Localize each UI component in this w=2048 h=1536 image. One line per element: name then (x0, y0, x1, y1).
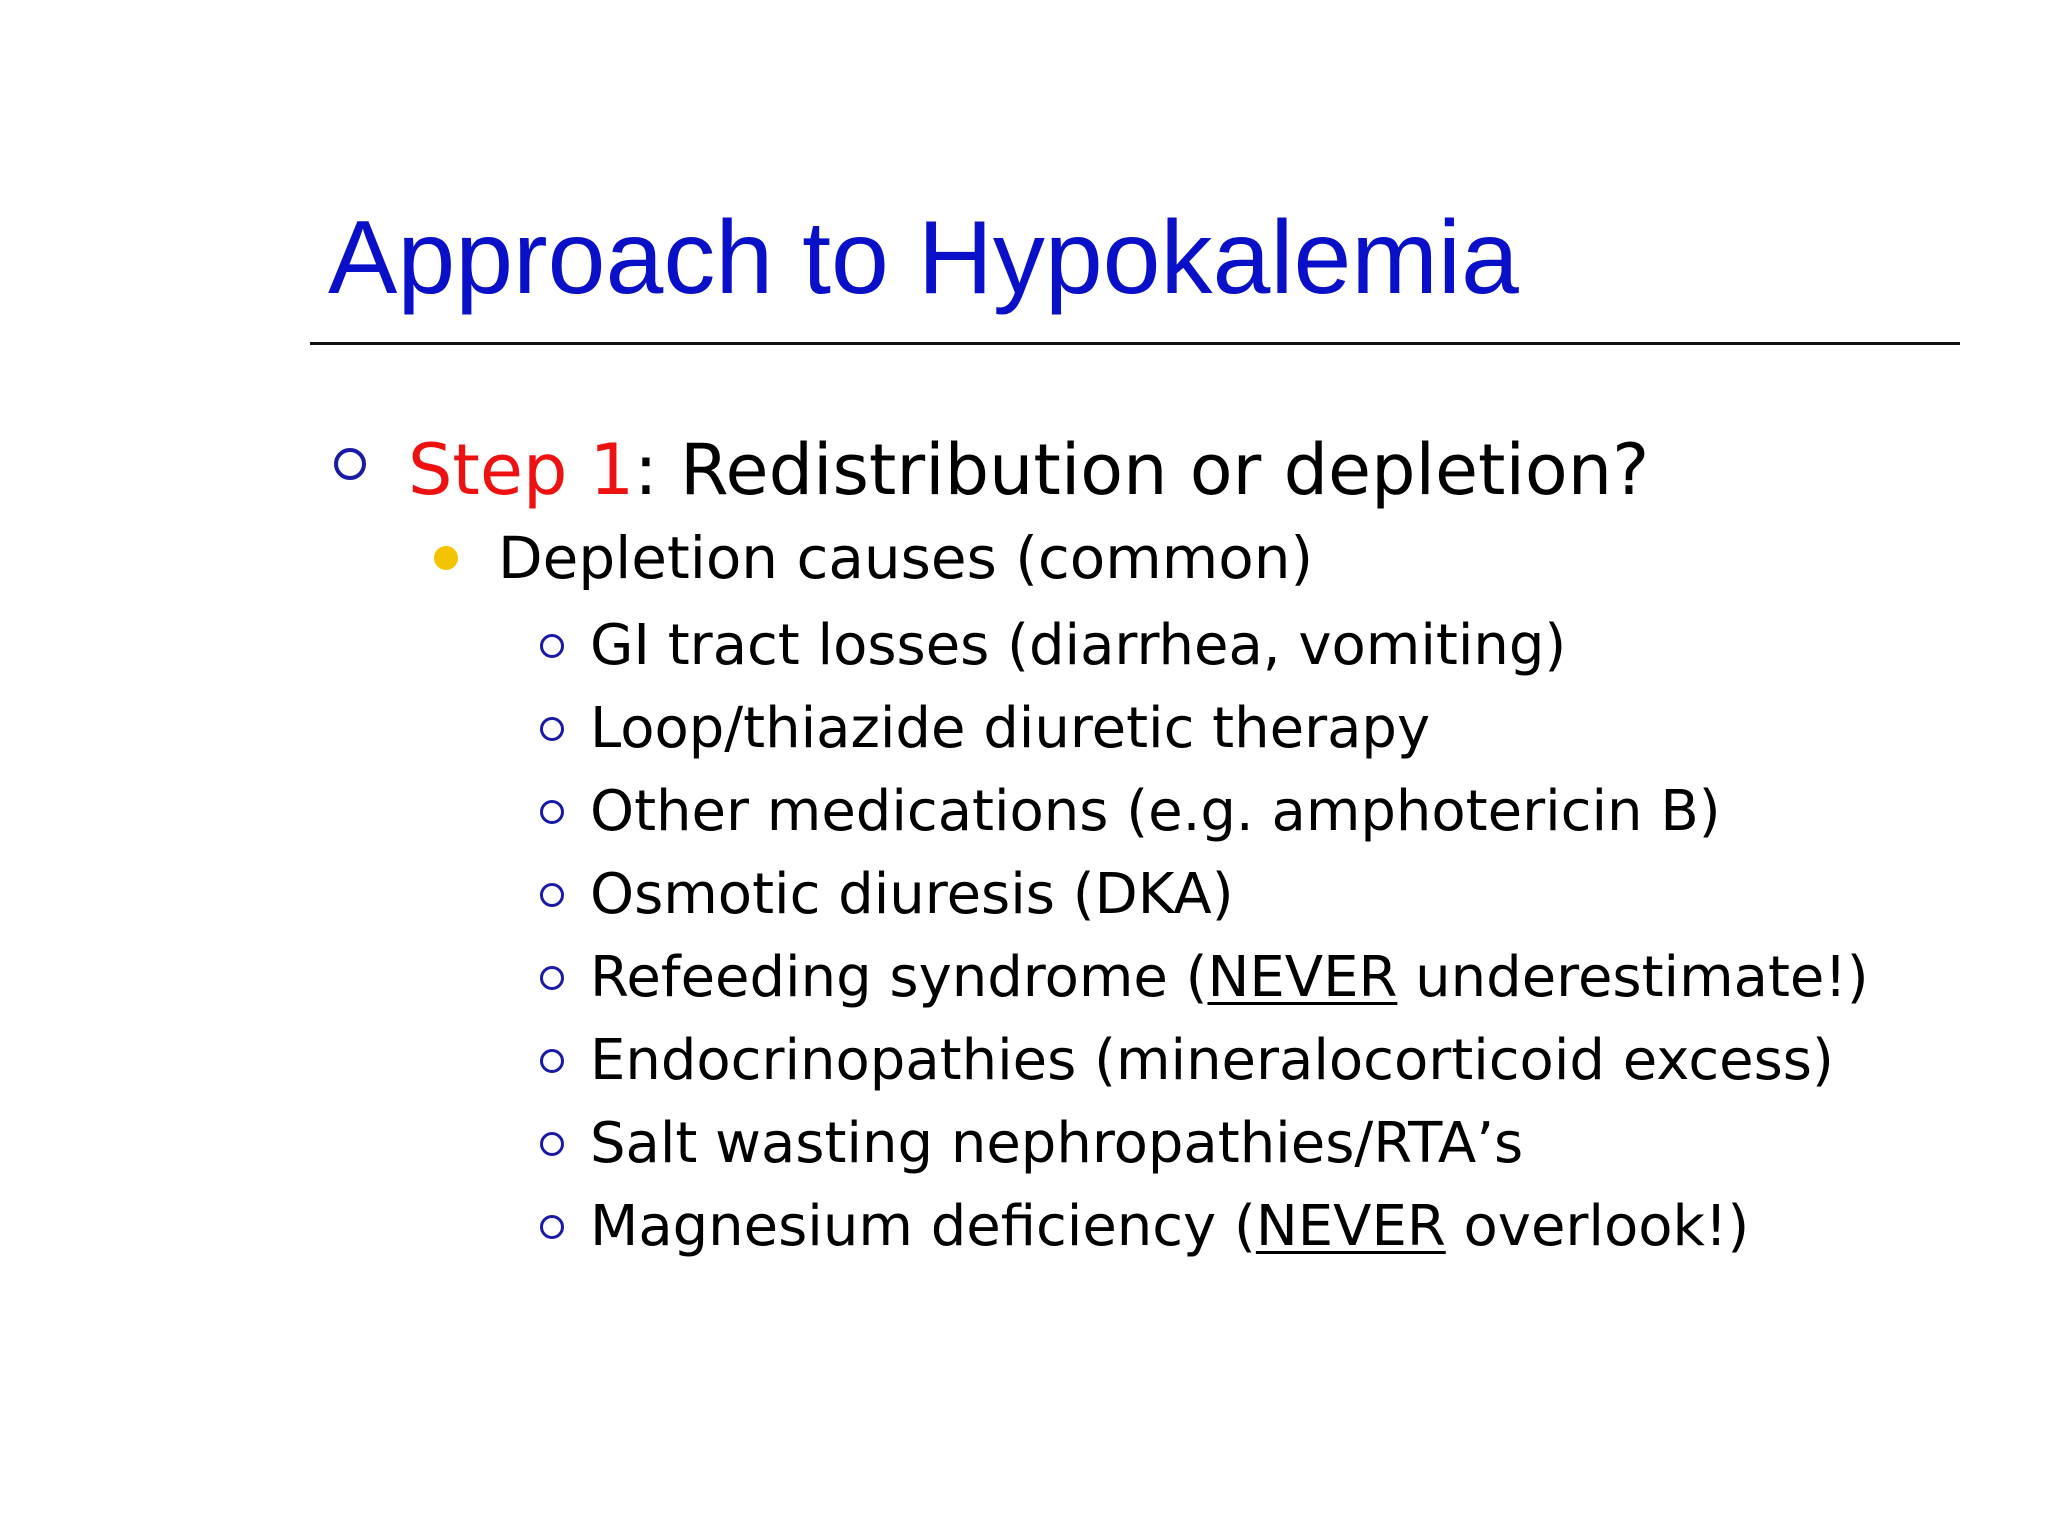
emphasis-never: NEVER (1207, 945, 1398, 1010)
hollow-circle-bullet-icon (334, 448, 366, 480)
list-item-text: Salt wasting nephropathies/RTA’s (590, 1111, 1524, 1176)
step-label: Step 1 (408, 429, 635, 511)
hollow-circle-bullet-icon (540, 800, 564, 824)
title-divider (310, 342, 1960, 345)
list-item-text-before: Refeeding syndrome ( (590, 945, 1208, 1010)
subheading-text: Depletion causes (common) (498, 524, 1314, 592)
filled-dot-bullet-icon (434, 546, 458, 570)
hollow-circle-bullet-icon (540, 1049, 564, 1073)
list-item-text-after: overlook!) (1445, 1194, 1750, 1259)
list-item-text: Osmotic diuresis (DKA) (590, 862, 1234, 927)
hollow-circle-bullet-icon (540, 634, 564, 658)
hollow-circle-bullet-icon (540, 883, 564, 907)
hollow-circle-bullet-icon (540, 1132, 564, 1156)
list-item-text: Endocrinopathies (mineralocorticoid excess) (590, 1028, 1834, 1093)
hollow-circle-bullet-icon (540, 966, 564, 990)
emphasis-never: NEVER (1255, 1194, 1446, 1259)
list-item-text-before: Magnesium deficiency ( (590, 1194, 1256, 1259)
slide-title: Approach to Hypokalemia (328, 200, 1519, 316)
list-item-text (590, 1191, 1749, 1263)
hollow-circle-bullet-icon (540, 717, 564, 741)
list-item-text-after: underestimate!) (1397, 945, 1869, 1010)
list-item-text (590, 942, 1869, 1014)
list-item-text: Other medications (e.g. amphotericin B) (590, 779, 1721, 844)
hollow-circle-bullet-icon (540, 1215, 564, 1239)
list-item-text: GI tract losses (diarrhea, vomiting) (590, 613, 1567, 678)
bullet-level1-text (408, 426, 1649, 514)
list-item-text: Loop/thiazide diuretic therapy (590, 696, 1431, 761)
step-question: : Redistribution or depletion? (634, 429, 1650, 511)
